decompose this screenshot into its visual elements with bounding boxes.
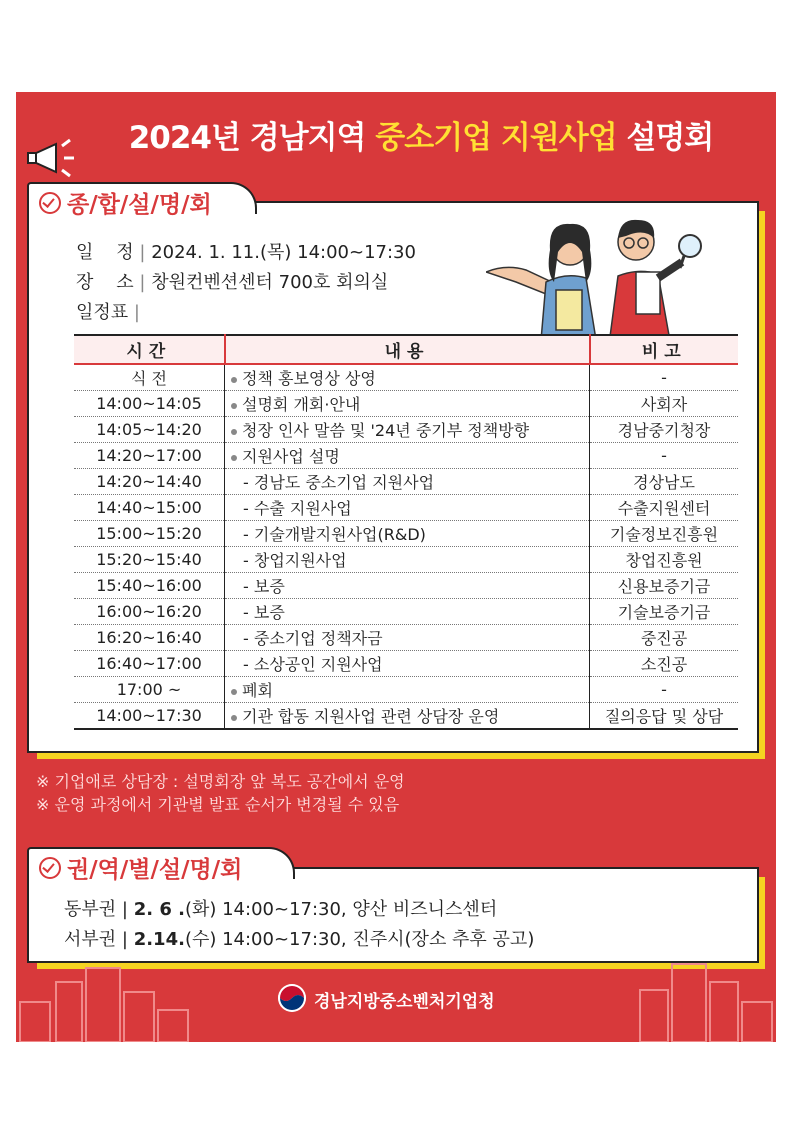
row-content xyxy=(225,469,590,495)
row-note: 질의응답 및 상담 xyxy=(590,703,739,730)
row-content-text: 기관 합동 지원사업 관련 상담장 운영 xyxy=(242,707,500,726)
table-row xyxy=(74,495,738,521)
region-date: 2.14. xyxy=(133,929,185,950)
row-content xyxy=(225,521,590,547)
schedule-label: 일정표 xyxy=(76,302,129,323)
place-value: 창원컨벤션센터 700호 회의실 xyxy=(151,272,389,293)
row-time: 식 전 xyxy=(74,364,225,391)
table-row xyxy=(74,417,738,443)
table-row xyxy=(74,573,738,599)
section-label: 종/합/설/명/회 xyxy=(67,192,212,218)
row-note: - xyxy=(590,364,739,391)
region-name: 서부권 xyxy=(64,929,117,950)
row-note: 소진공 xyxy=(590,651,739,677)
date-value: 2024. 1. 11.(목) 14:00~17:30 xyxy=(151,242,416,263)
row-content-text: 지원사업 설명 xyxy=(242,447,340,466)
schedule-table xyxy=(74,334,738,730)
table-row xyxy=(74,547,738,573)
row-note: 신용보증기금 xyxy=(590,573,739,599)
row-note: 사회자 xyxy=(590,391,739,417)
table-row xyxy=(74,599,738,625)
row-content xyxy=(225,651,590,677)
row-content-text: 설명회 개회·안내 xyxy=(242,395,361,414)
row-content xyxy=(225,495,590,521)
row-time: 14:20~14:40 xyxy=(74,469,225,495)
bullet-icon xyxy=(231,715,237,721)
note-line: ※ 운영 과정에서 기관별 발표 순서가 변경될 수 있음 xyxy=(36,795,400,814)
date-row: 일 정 | 2024. 1. 11.(목) 14:00~17:30 xyxy=(76,242,416,263)
regional-session-tab xyxy=(27,847,295,883)
row-content xyxy=(225,417,590,443)
place-label: 장 소 xyxy=(76,272,134,293)
region-name: 동부권 xyxy=(64,899,117,920)
title-highlight: 중소기업 지원사업 xyxy=(375,120,617,156)
row-note: 수출지원센터 xyxy=(590,495,739,521)
row-content-text: - 중소기업 정책자금 xyxy=(243,629,383,648)
row-note: - xyxy=(590,443,739,469)
bullet-icon xyxy=(231,403,237,409)
row-time: 14:05~14:20 xyxy=(74,417,225,443)
place-row: 장 소 | 창원컨벤션센터 700호 회의실 xyxy=(76,272,389,293)
title-part2: 설명회 xyxy=(616,120,714,156)
row-content xyxy=(225,547,590,573)
organization-name: 경남지방중소벤처기업청 xyxy=(314,992,495,1012)
row-content xyxy=(225,625,590,651)
row-note: 창업진흥원 xyxy=(590,547,739,573)
region-date: 2. 6 . xyxy=(133,899,185,920)
row-content-text: - 경남도 중소기업 지원사업 xyxy=(243,473,435,492)
row-time: 14:00~17:30 xyxy=(74,703,225,730)
row-content xyxy=(225,703,590,730)
date-label: 일 정 xyxy=(76,242,134,263)
header-content: 내용 xyxy=(225,335,590,364)
row-note: 경상남도 xyxy=(590,469,739,495)
row-content xyxy=(225,573,590,599)
table-row xyxy=(74,469,738,495)
row-note: - xyxy=(590,677,739,703)
city-skyline-left xyxy=(16,962,196,1042)
row-content-text: 정책 홍보영상 상영 xyxy=(242,369,376,388)
header-note: 비고 xyxy=(590,335,739,364)
table-row xyxy=(74,677,738,703)
bullet-icon xyxy=(231,429,237,435)
row-content-text: 폐회 xyxy=(242,681,273,700)
title-part1: 2024년 경남지역 xyxy=(128,120,376,156)
general-session-tab xyxy=(27,182,257,218)
page-title xyxy=(76,112,766,157)
section-label: 권/역/별/설/명/회 xyxy=(67,857,243,883)
bullet-icon xyxy=(231,377,237,383)
row-time: 15:40~16:00 xyxy=(74,573,225,599)
row-time: 14:00~14:05 xyxy=(74,391,225,417)
row-time: 15:20~15:40 xyxy=(74,547,225,573)
row-content-text: - 기술개발지원사업(R&D) xyxy=(243,525,426,544)
row-content xyxy=(225,677,590,703)
row-note: 기술보증기금 xyxy=(590,599,739,625)
row-time: 14:40~15:00 xyxy=(74,495,225,521)
bullet-icon xyxy=(231,455,237,461)
row-content-text: - 창업지원사업 xyxy=(243,551,347,570)
region-details: (수) 14:00~17:30, 진주시(장소 추후 공고) xyxy=(184,929,535,950)
bullet-icon xyxy=(231,689,237,695)
region-west: 서부권 | 2.14.(수) 14:00~17:30, 진주시(장소 추후 공고) xyxy=(64,929,535,950)
city-skyline-right xyxy=(636,962,776,1042)
row-content-text: - 보증 xyxy=(243,577,285,596)
row-time: 16:00~16:20 xyxy=(74,599,225,625)
row-time: 14:20~17:00 xyxy=(74,443,225,469)
row-content-text: - 소상공인 지원사업 xyxy=(243,655,383,674)
table-row xyxy=(74,391,738,417)
table-header-row xyxy=(74,335,738,364)
row-note: 기술정보진흥원 xyxy=(590,521,739,547)
row-time: 17:00 ~ xyxy=(74,677,225,703)
row-content-text: - 보증 xyxy=(243,603,285,622)
table-row xyxy=(74,651,738,677)
header-time: 시간 xyxy=(74,335,225,364)
poster xyxy=(16,92,776,1042)
region-east: 동부권 | 2. 6 .(화) 14:00~17:30, 양산 비즈니스센터 xyxy=(64,899,498,920)
row-time: 15:00~15:20 xyxy=(74,521,225,547)
table-row xyxy=(74,443,738,469)
schedule-label-row: 일정표 | xyxy=(76,302,140,323)
table-row xyxy=(74,625,738,651)
row-content xyxy=(225,599,590,625)
table-row xyxy=(74,521,738,547)
government-emblem-icon xyxy=(278,984,306,1012)
table-row xyxy=(74,364,738,391)
row-content-text: - 수출 지원사업 xyxy=(243,499,352,518)
row-note: 중진공 xyxy=(590,625,739,651)
note-line: ※ 기업애로 상담장 : 설명회장 앞 복도 공간에서 운영 xyxy=(36,772,405,791)
row-content xyxy=(225,391,590,417)
check-icon xyxy=(39,192,61,214)
row-note: 경남중기청장 xyxy=(590,417,739,443)
row-content xyxy=(225,364,590,391)
notes xyxy=(36,770,405,816)
table-row xyxy=(74,703,738,730)
row-content xyxy=(225,443,590,469)
row-time: 16:40~17:00 xyxy=(74,651,225,677)
region-details: (화) 14:00~17:30, 양산 비즈니스센터 xyxy=(184,899,498,920)
row-content-text: 청장 인사 말씀 및 '24년 중기부 정책방향 xyxy=(242,421,530,440)
row-time: 16:20~16:40 xyxy=(74,625,225,651)
check-icon xyxy=(39,857,61,879)
